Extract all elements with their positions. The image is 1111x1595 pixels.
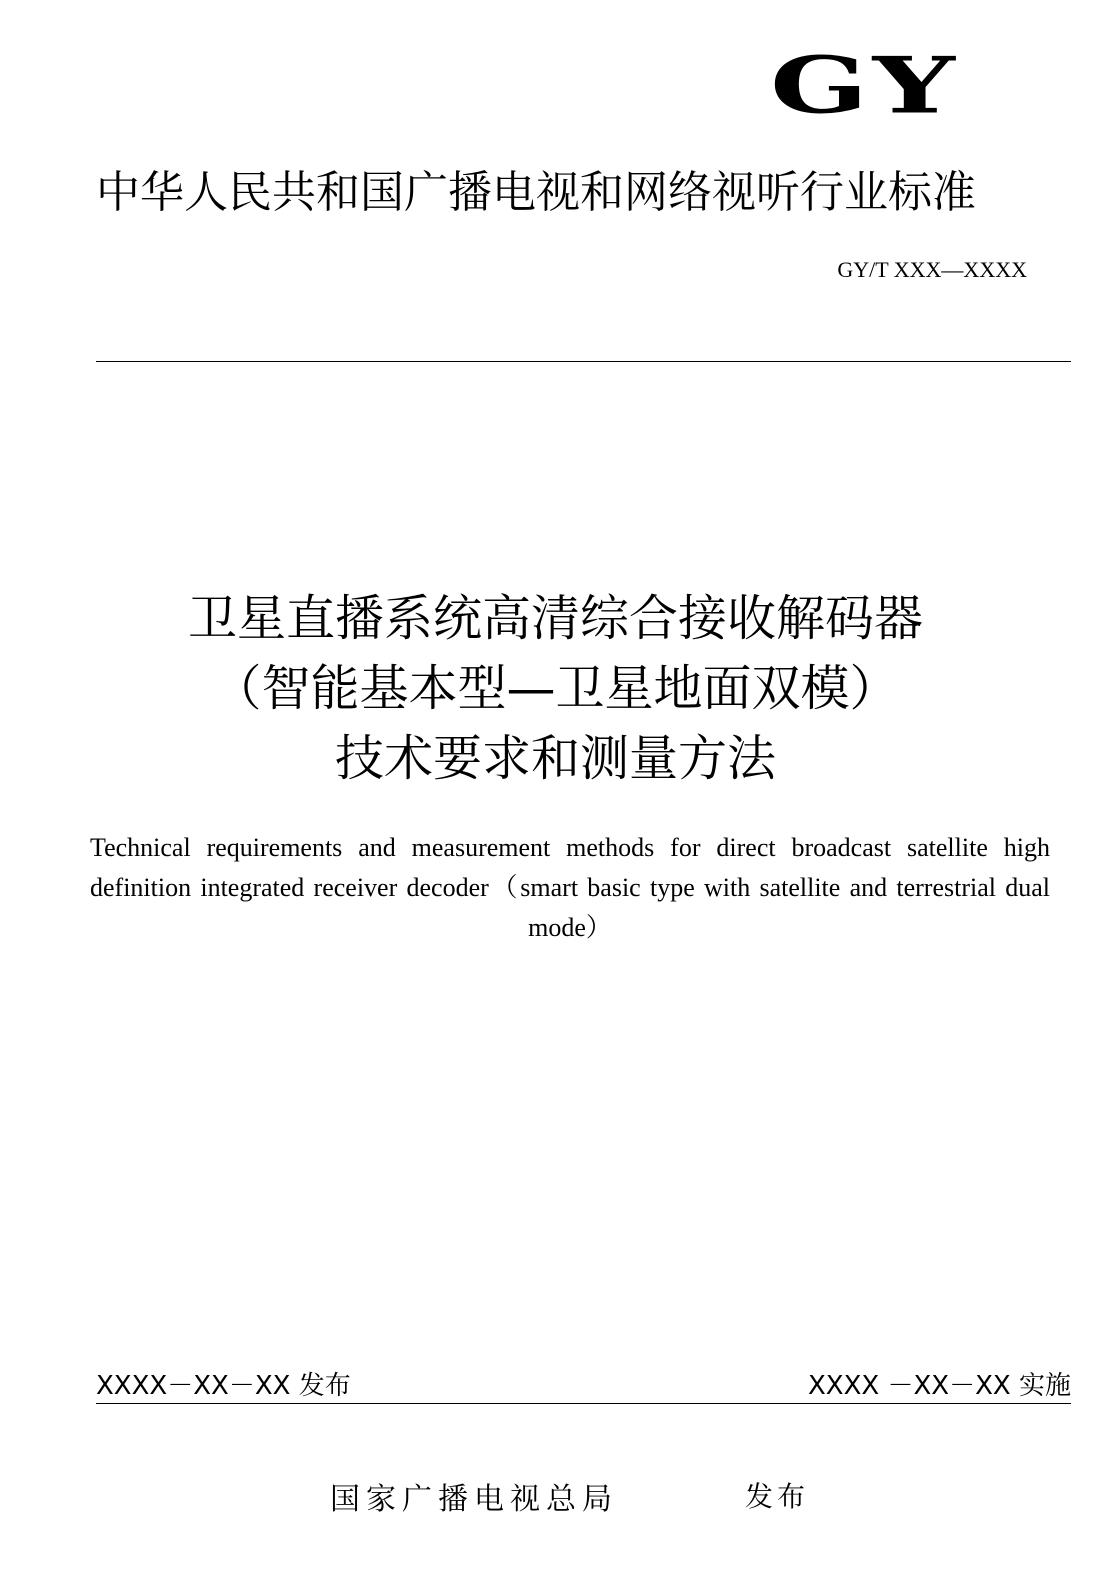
top-divider xyxy=(96,361,1071,362)
chinese-title xyxy=(0,584,1111,794)
publish-label: 发布 xyxy=(745,1480,810,1513)
release-date: XXXX－XX－XX 发布 xyxy=(96,1371,351,1401)
org-title: 中华人民共和国广播电视和网络视听行业标准 xyxy=(96,167,976,218)
publisher-name: 国家广播电视总局 xyxy=(330,1482,618,1517)
bottom-divider xyxy=(96,1403,1071,1404)
chinese-title-line-1: 卫星直播系统高清综合接收解码器 xyxy=(187,590,923,647)
chinese-title-line-3: 技术要求和测量方法 xyxy=(334,730,776,787)
implementation-date: XXXX －XX－XX 实施 xyxy=(807,1371,1071,1401)
english-title: Technical requirements and measurement methods for direct broadcast satellite high definition integrated receiver decoder（smart basic type with satellite and terrestrial dual mode） xyxy=(90,833,1050,942)
chinese-title-line-2: （智能基本型—卫星地面双模） xyxy=(212,660,899,717)
standard-code: GY/T XXX—XXXX xyxy=(837,257,1027,282)
gy-logo: GY xyxy=(770,38,960,132)
